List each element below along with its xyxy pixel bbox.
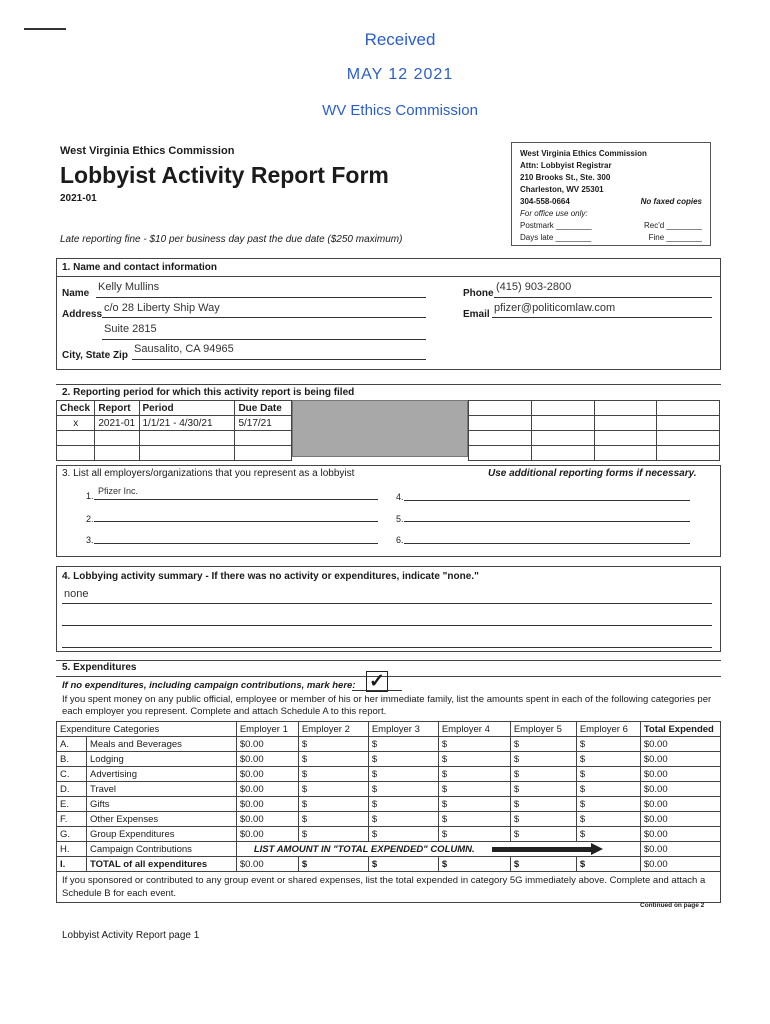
col-employer-2: Employer 2: [298, 722, 368, 737]
cell-employer-5[interactable]: $: [510, 752, 576, 767]
address-label: Address: [62, 309, 103, 320]
employer-num-4: 4.: [396, 492, 404, 502]
city-label: City, State Zip: [62, 350, 128, 361]
cell-employer-3[interactable]: $: [368, 752, 438, 767]
cell-employer-2[interactable]: $: [298, 752, 368, 767]
cell-employer-4[interactable]: $: [438, 857, 510, 872]
cell-employer-5[interactable]: $: [510, 767, 576, 782]
cell-employer-6[interactable]: $: [576, 812, 640, 827]
cell-employer-3[interactable]: $: [368, 827, 438, 842]
col-employer-4: Employer 4: [438, 722, 510, 737]
cell-employer-6[interactable]: $: [576, 767, 640, 782]
phone-label: Phone: [463, 288, 494, 299]
campaign-note-cell: [236, 842, 640, 857]
col-check: Check: [57, 401, 95, 416]
employer-field-2[interactable]: [94, 508, 378, 522]
col-employer-5: Employer 5: [510, 722, 576, 737]
cell-employer-3[interactable]: $: [368, 782, 438, 797]
row-letter: B.: [57, 752, 87, 767]
days-late-label: Days late: [520, 233, 554, 242]
cell-employer-4[interactable]: $: [438, 782, 510, 797]
header-agency: West Virginia Ethics Commission: [60, 145, 235, 157]
addr-line1: West Virginia Ethics Commission: [520, 149, 647, 158]
addr-line4: Charleston, WV 25301: [520, 185, 604, 194]
address-value-1: c/o 28 Liberty Ship Way: [104, 302, 220, 314]
section1-title: 1. Name and contact information: [62, 262, 218, 273]
no-expenditures-label: If no expenditures, including campaign contributions, mark here:: [62, 680, 356, 691]
cell-employer-5[interactable]: $: [510, 812, 576, 827]
cell-employer-2[interactable]: $: [298, 737, 368, 752]
col-report: Report: [95, 401, 139, 416]
address-value-2: Suite 2815: [104, 323, 157, 335]
row-letter: F.: [57, 812, 87, 827]
cell-employer-3[interactable]: $: [368, 812, 438, 827]
cell-employer-1[interactable]: $0.00: [236, 782, 298, 797]
cell-employer-2[interactable]: $: [298, 827, 368, 842]
no-expenditures-checkbox[interactable]: [366, 671, 388, 692]
employer-field-3[interactable]: [94, 530, 378, 544]
fine-label: Fine: [648, 233, 665, 242]
cell-employer-6[interactable]: $: [576, 857, 640, 872]
arrow-right-icon: [492, 847, 592, 852]
table-row: [57, 827, 721, 842]
cell-employer-1[interactable]: $0.00: [236, 767, 298, 782]
col-period: Period: [139, 401, 235, 416]
employer-1-value: Pfizer Inc.: [98, 486, 139, 496]
cell-employer-4[interactable]: $: [438, 827, 510, 842]
row-category: Meals and Beverages: [87, 737, 237, 752]
cell-employer-6[interactable]: $: [576, 737, 640, 752]
reporting-period-table-right: [468, 400, 720, 461]
col-employer-6: Employer 6: [576, 722, 640, 737]
addr-line3: 210 Brooks St., Ste. 300: [520, 173, 611, 182]
addr-phone: 304-558-0664: [520, 197, 570, 206]
section2-title: 2. Reporting period for which this activity report is being filed: [62, 387, 355, 398]
cell-employer-2[interactable]: $: [298, 797, 368, 812]
cell-employer-1[interactable]: $0.00: [236, 737, 298, 752]
table-row: [57, 752, 721, 767]
summary-line-3[interactable]: [62, 632, 712, 648]
row-category: Travel: [87, 782, 237, 797]
summary-line-2[interactable]: [62, 610, 712, 626]
report-value: 2021-01: [95, 416, 139, 431]
redacted-area: [292, 400, 468, 457]
cell-employer-1[interactable]: $0.00: [236, 812, 298, 827]
addr-line2: Attn: Lobbyist Registrar: [520, 161, 612, 170]
cell-employer-3[interactable]: $: [368, 797, 438, 812]
cell-employer-5[interactable]: $: [510, 797, 576, 812]
cell-employer-6[interactable]: $: [576, 752, 640, 767]
cell-employer-1[interactable]: $0.00: [236, 827, 298, 842]
row-category: Lodging: [87, 752, 237, 767]
arrow-head-icon: [591, 843, 603, 855]
table-row: [57, 812, 721, 827]
received-stamp: [300, 30, 500, 119]
section3-title: 3. List all employers/organizations that you represent as a lobbyist: [62, 468, 355, 479]
cell-employer-1[interactable]: $0.00: [236, 752, 298, 767]
col-employer-3: Employer 3: [368, 722, 438, 737]
row-letter: E.: [57, 797, 87, 812]
table-row: [57, 767, 721, 782]
email-label: Email: [463, 309, 490, 320]
corner-mark: [24, 28, 66, 30]
row-category: Other Expenses: [87, 812, 237, 827]
cell-employer-4[interactable]: $: [438, 752, 510, 767]
employer-field-5[interactable]: [404, 508, 690, 522]
activity-summary-value: none: [64, 588, 89, 600]
employer-num-6: 6.: [396, 535, 404, 545]
employer-field-6[interactable]: [404, 530, 690, 544]
cell-employer-4[interactable]: $: [438, 767, 510, 782]
table-row: [57, 737, 721, 752]
row-letter: C.: [57, 767, 87, 782]
cell-employer-1[interactable]: $0.00: [236, 857, 298, 872]
city-value: Sausalito, CA 94965: [134, 343, 234, 355]
address-box: West Virginia Ethics Commission Attn: Lobbyist Registrar 210 Brooks St., Ste. 300 Charleston, WV 25301 304-558-0664 No faxed copies For office use only: Postmark ________ Rec'd ________ Days late ________ Fine ________: [511, 142, 711, 246]
cell-employer-4[interactable]: $: [438, 797, 510, 812]
check-icon: ✓: [369, 671, 385, 692]
continued-label: Continued on page 2: [640, 902, 705, 909]
cell-employer-5[interactable]: $: [510, 737, 576, 752]
col-categories: Expenditure Categories: [57, 722, 237, 737]
name-value: Kelly Mullins: [98, 281, 160, 293]
cell-total[interactable]: $0.00: [640, 752, 720, 767]
section3-note: Use additional reporting forms if necessary.: [488, 468, 697, 479]
employer-num-5: 5.: [396, 514, 404, 524]
cell-employer-2[interactable]: $: [298, 767, 368, 782]
cell-employer-3[interactable]: $: [368, 737, 438, 752]
table-row: [57, 842, 721, 857]
campaign-note: LIST AMOUNT IN "TOTAL EXPENDED" COLUMN.: [253, 843, 475, 855]
form-code: 2021-01: [60, 193, 97, 204]
stamp-agency: WV Ethics Commission: [322, 102, 478, 119]
employer-field-4[interactable]: [404, 487, 690, 501]
summary-line-1[interactable]: [62, 588, 712, 604]
cell-total[interactable]: $0.00: [640, 782, 720, 797]
cell-employer-3[interactable]: $: [368, 857, 438, 872]
cell-employer-2[interactable]: $: [298, 782, 368, 797]
reporting-period-table: [56, 400, 292, 461]
cell-total[interactable]: $0.00: [640, 797, 720, 812]
cell-employer-6[interactable]: $: [576, 797, 640, 812]
section5-title: 5. Expenditures: [62, 662, 137, 673]
row-category: Advertising: [87, 767, 237, 782]
office-use-label: For office use only:: [520, 209, 588, 218]
due-value: 5/17/21: [235, 416, 292, 431]
row-letter: D.: [57, 782, 87, 797]
expenditure-instructions: If you spent money on any public official, employee or member of his or her immediate family, list the amounts spent in each of the following categories per each employer you represent. Complete and attach Schedule A to this report.: [62, 694, 712, 717]
cell-employer-6[interactable]: $: [576, 827, 640, 842]
col-total: Total Expended: [640, 722, 720, 737]
row-letter: A.: [57, 737, 87, 752]
phone-value: (415) 903-2800: [496, 281, 572, 293]
cell-total[interactable]: $0.00: [640, 767, 720, 782]
cell-employer-5[interactable]: $: [510, 782, 576, 797]
col-due: Due Date: [235, 401, 292, 416]
cell-employer-5[interactable]: $: [510, 857, 576, 872]
addr-no-fax: No faxed copies: [640, 197, 702, 206]
email-value: pfizer@politicomlaw.com: [494, 302, 616, 314]
table-row: [57, 797, 721, 812]
cell-employer-6[interactable]: $: [576, 782, 640, 797]
row-category: Gifts: [87, 797, 237, 812]
late-fine-notice: Late reporting fine - $10 per business day past the due date ($250 maximum): [60, 234, 403, 245]
cell-total[interactable]: $0.00: [640, 812, 720, 827]
cell-employer-2[interactable]: $: [298, 812, 368, 827]
cell-employer-1[interactable]: $0.00: [236, 797, 298, 812]
row-category: Campaign Contributions: [87, 842, 237, 857]
postmark-label: Postmark: [520, 221, 554, 230]
stamp-date: MAY 12 2021: [346, 66, 454, 83]
check-mark[interactable]: x: [57, 416, 95, 431]
row-letter: I.: [57, 857, 87, 872]
expenditures-table: [56, 721, 721, 872]
cell-employer-4[interactable]: $: [438, 737, 510, 752]
name-label: Name: [62, 288, 90, 299]
group-event-note: If you sponsored or contributed to any group event or shared expenses, list the total expended in category 5G immediately above. Complete and attach a Schedule B for each event.: [62, 875, 706, 899]
table-row: [57, 857, 721, 872]
cell-employer-4[interactable]: $: [438, 812, 510, 827]
employer-num-2: 2.: [86, 514, 94, 524]
row-letter: G.: [57, 827, 87, 842]
cell-employer-3[interactable]: $: [368, 767, 438, 782]
cell-total[interactable]: $0.00: [640, 737, 720, 752]
page-title: Lobbyist Activity Report Form: [60, 162, 389, 188]
period-value: 1/1/21 - 4/30/21: [139, 416, 235, 431]
recd-label: Rec'd: [643, 221, 665, 230]
cell-employer-2[interactable]: $: [298, 857, 368, 872]
row-category: TOTAL of all expenditures: [87, 857, 237, 872]
page-footer: Lobbyist Activity Report page 1: [62, 930, 200, 941]
col-employer-1: Employer 1: [236, 722, 298, 737]
employer-num-1: 1.: [86, 491, 94, 501]
table-row: [57, 416, 292, 431]
section4-title: 4. Lobbying activity summary - If there was no activity or expenditures, indicate "none.": [62, 571, 479, 582]
stamp-received: Received: [364, 30, 436, 49]
employer-num-3: 3.: [86, 535, 94, 545]
cell-total[interactable]: $0.00: [640, 827, 720, 842]
cell-employer-5[interactable]: $: [510, 827, 576, 842]
cell-total[interactable]: $0.00: [640, 857, 720, 872]
cell-total[interactable]: $0.00: [640, 842, 720, 857]
row-letter: H.: [57, 842, 87, 857]
table-row: [57, 782, 721, 797]
row-category: Group Expenditures: [87, 827, 237, 842]
